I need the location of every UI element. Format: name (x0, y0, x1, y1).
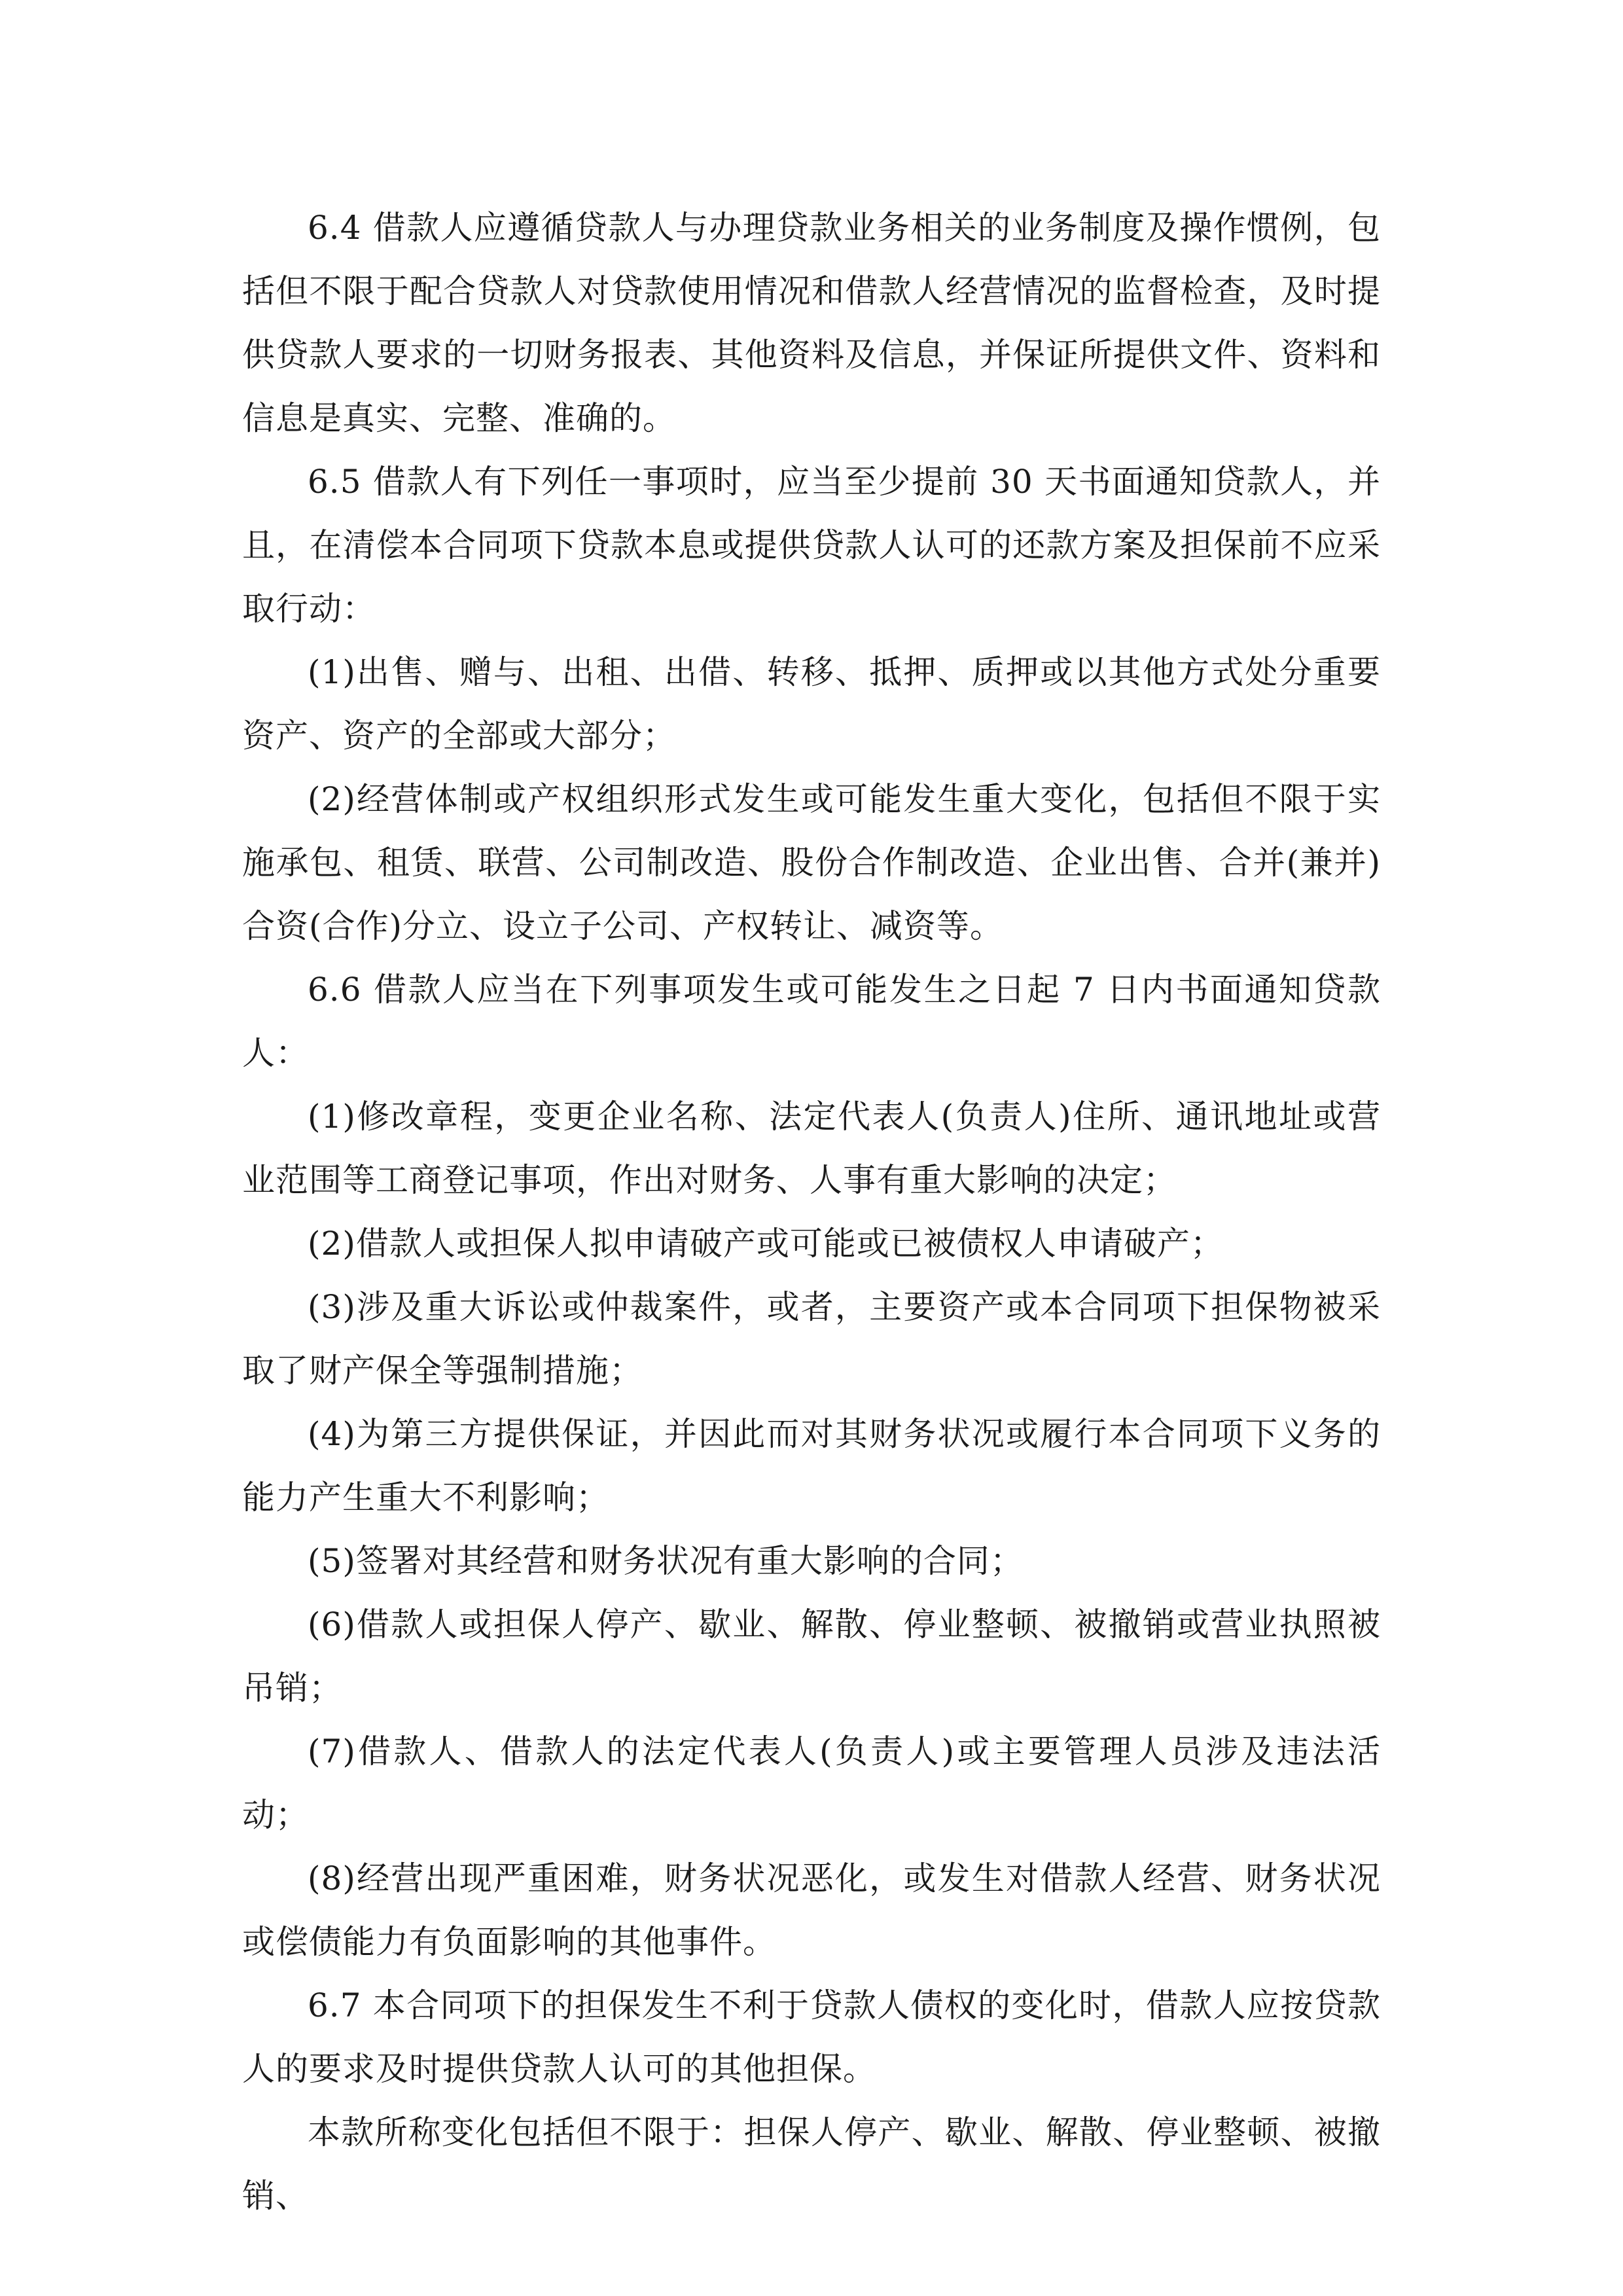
document-body (242, 196, 1381, 2228)
clause-6-5: 6.5 借款人有下列任一事项时，应当至少提前 30 天书面通知贷款人，并且，在清偿本合同项下贷款本息或提供贷款人认可的还款方案及担保前不应采取行动： (242, 463, 1381, 628)
clause-6-7-note: 本款所称变化包括但不限于：担保人停产、歇业、解散、停业整顿、被撤销、 (242, 2113, 1381, 2215)
clause-6-6-item-2: (2)借款人或担保人拟申请破产或可能或已被债权人申请破产； (308, 1225, 1224, 1263)
clause-6-6-item-6: (6)借款人或担保人停产、歇业、解散、停业整顿、被撤销或营业执照被吊销； (242, 1605, 1381, 1707)
clause-6-4: 6.4 借款人应遵循贷款人与办理贷款业务相关的业务制度及操作惯例，包括但不限于配合贷款人对贷款使用情况和借款人经营情况的监督检查，及时提供贷款人要求的一切财务报表、其他资料及信息，并保证所提供文件、资料和信息是真实、完整、准确的。 (242, 209, 1381, 437)
clause-6-6: 6.6 借款人应当在下列事项发生或可能发生之日起 7 日内书面通知贷款人： (242, 971, 1381, 1072)
clause-6-6-item-1: (1)修改章程，变更企业名称、法定代表人(负责人)住所、通讯地址或营业范围等工商登记事项，作出对财务、人事有重大影响的决定； (242, 1098, 1381, 1199)
clause-6-5-item-2: (2)经营体制或产权组织形式发生或可能发生重大变化，包括但不限于实施承包、租赁、联营、公司制改造、股份合作制改造、企业出售、合并(兼并)合资(合作)分立、设立子公司、产权转让、减资等。 (242, 780, 1381, 945)
clause-6-5-item-1: (1)出售、赠与、出租、出借、转移、抵押、质押或以其他方式处分重要资产、资产的全部或大部分； (242, 653, 1381, 755)
clause-6-6-item-7: (7)借款人、借款人的法定代表人(负责人)或主要管理人员涉及违法活动； (242, 1732, 1381, 1834)
clause-6-6-item-8: (8)经营出现严重困难，财务状况恶化，或发生对借款人经营、财务状况或偿债能力有负面影响的其他事件。 (242, 1859, 1381, 1961)
clause-6-7: 6.7 本合同项下的担保发生不利于贷款人债权的变化时，借款人应按贷款人的要求及时提供贷款人认可的其他担保。 (242, 1986, 1381, 2088)
clause-6-6-item-5: (5)签署对其经营和财务状况有重大影响的合同； (308, 1542, 1024, 1580)
clause-6-6-item-3: (3)涉及重大诉讼或仲裁案件，或者，主要资产或本合同项下担保物被采取了财产保全等强制措施； (242, 1288, 1381, 1390)
clause-6-6-item-4: (4)为第三方提供保证，并因此而对其财务状况或履行本合同项下义务的能力产生重大不利影响； (242, 1415, 1381, 1516)
